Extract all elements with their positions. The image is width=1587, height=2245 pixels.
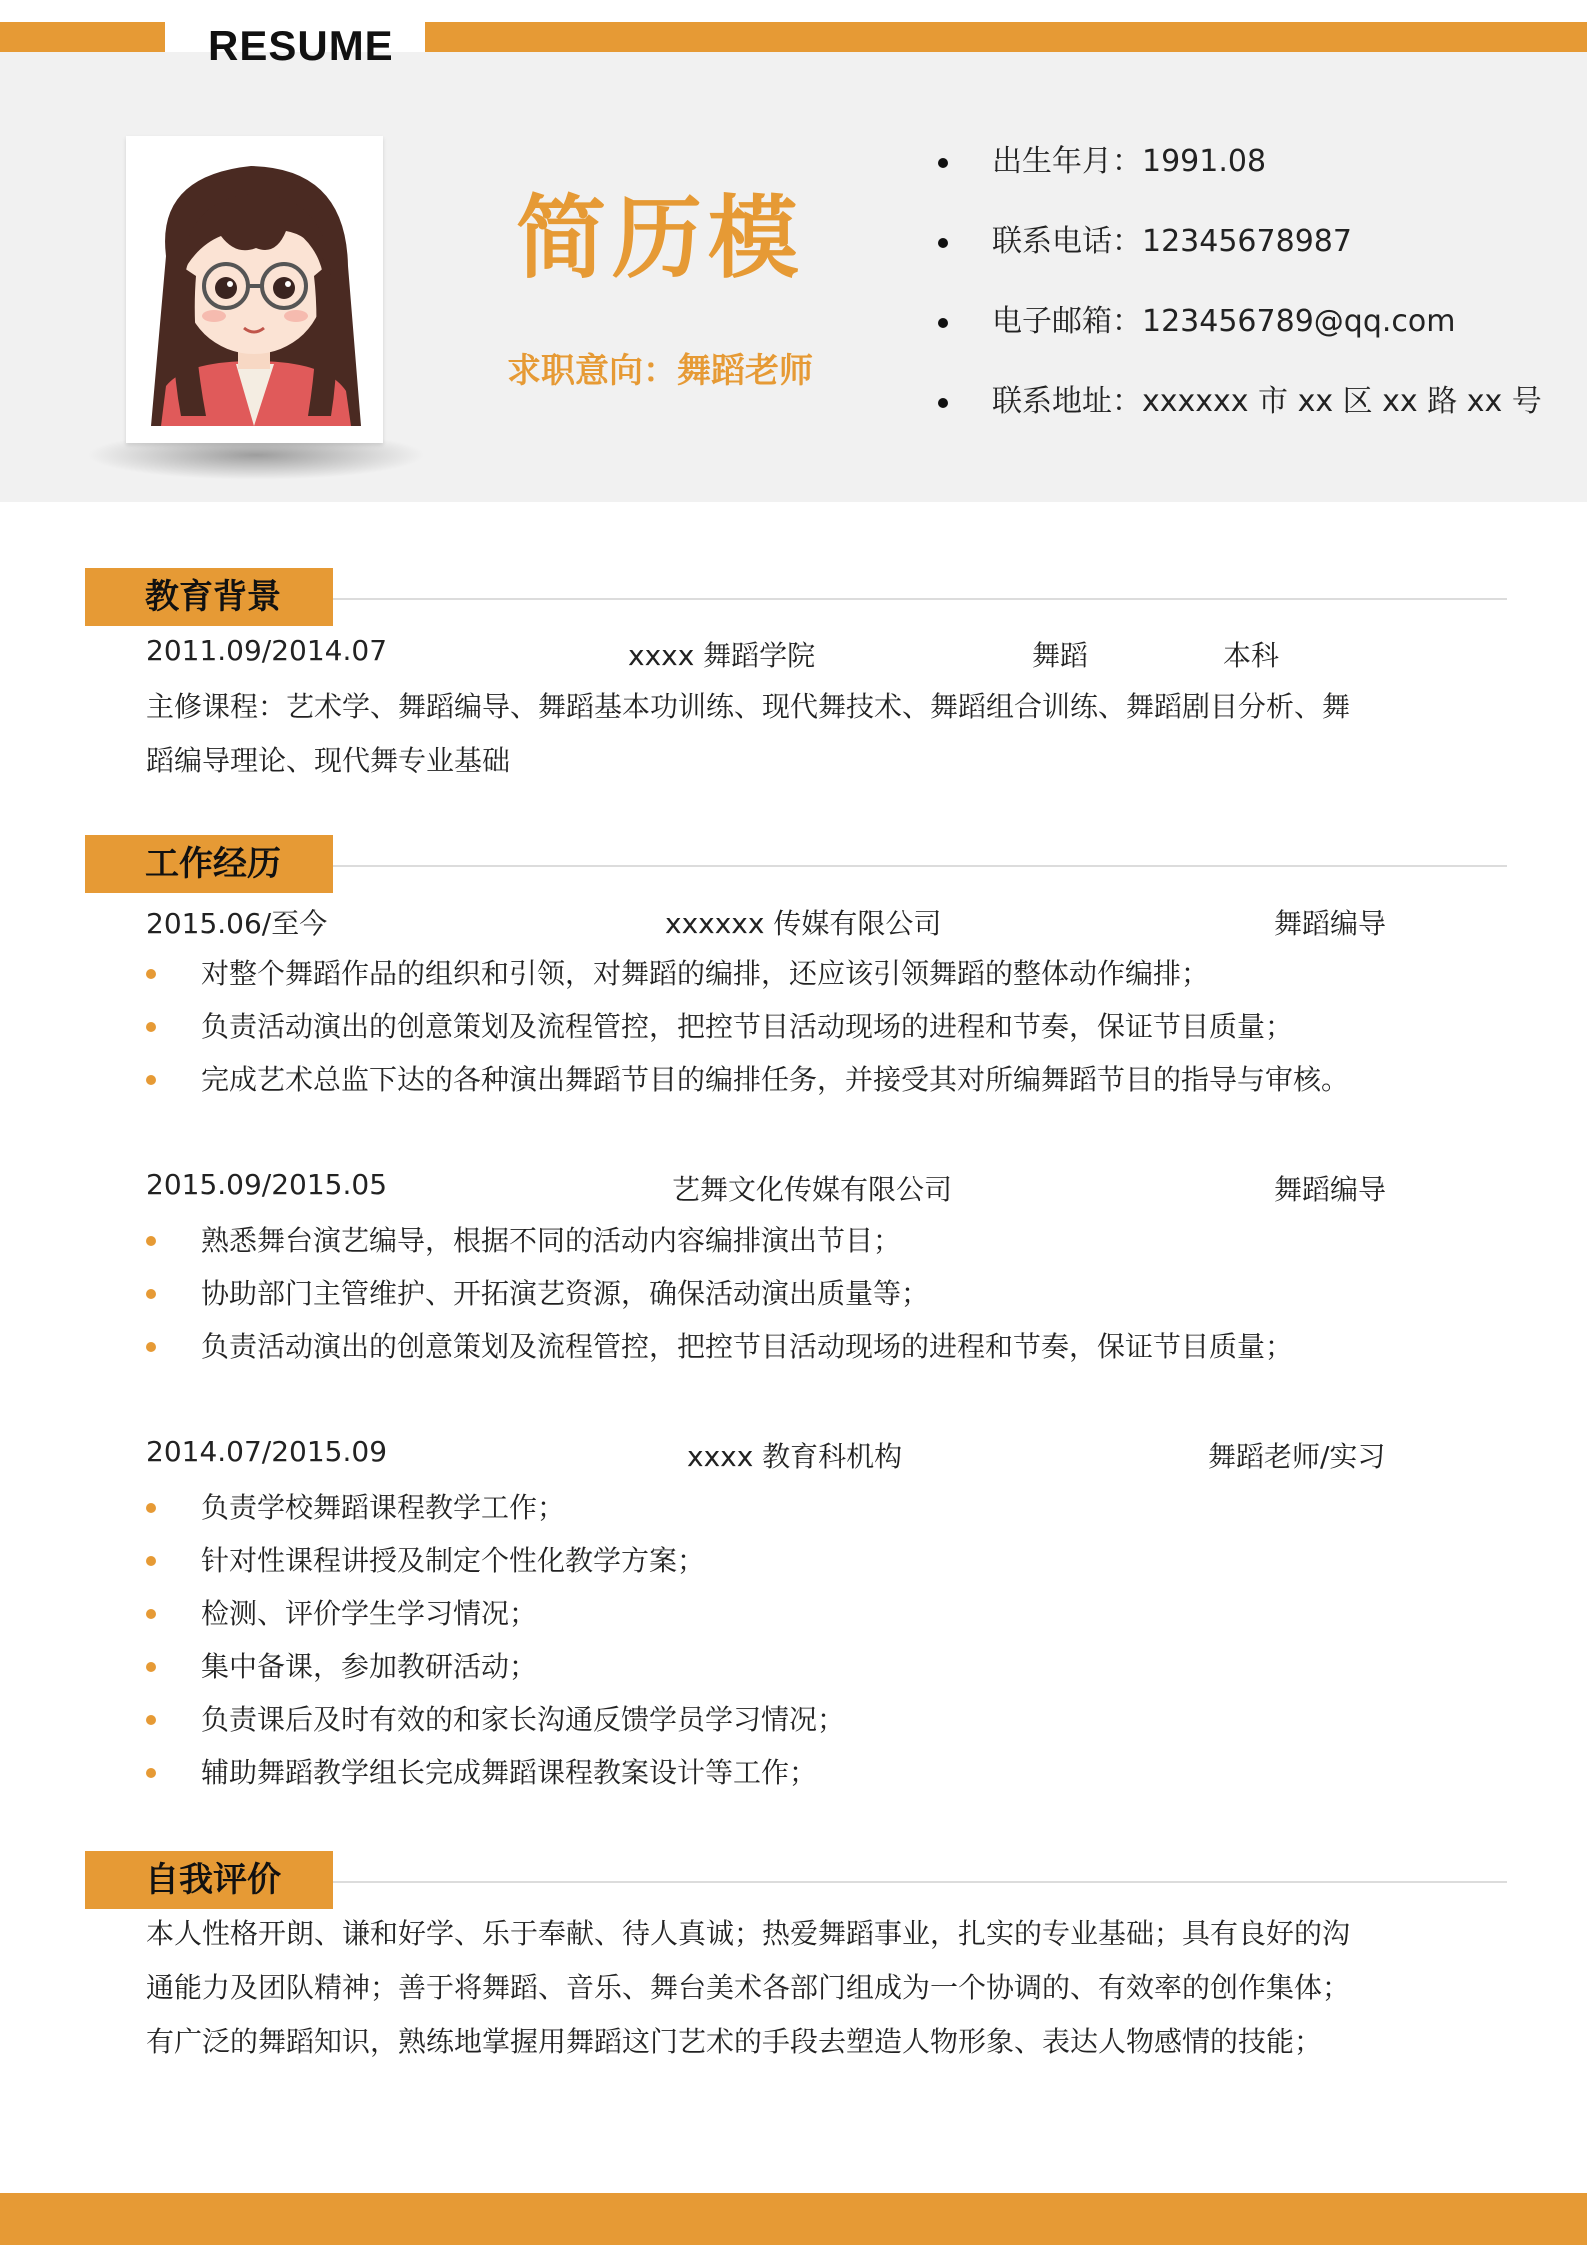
avatar-illustration (126, 136, 383, 443)
job-period: 2014.07/2015.09 (146, 1435, 388, 1468)
bullet-icon (146, 1609, 156, 1619)
job-intent: 求职意向：舞蹈老师 (507, 351, 813, 391)
section-title-education: 教育背景 (85, 568, 333, 626)
self-eval-text: 本人性格开朗、谦和好学、乐于奉献、待人真诚；热爱舞蹈事业，扎实的专业基础；具有良好的沟 通能力及团队精神；善于将舞蹈、音乐、舞台美术各部门组成为一个协调的、有效率的创作集体； 有广泛的舞蹈知识，熟练地掌握用舞蹈这门艺术的手段去塑造人物形象、表达人物感情的技能； (146, 1917, 1351, 2058)
job-period: 2015.06/至今 (146, 907, 328, 940)
list-item: 检测、评价学生学习情况； (146, 1587, 1476, 1640)
list-item: 辅助舞蹈教学组长完成舞蹈课程教案设计等工作； (146, 1746, 1476, 1799)
bullet-icon (146, 1236, 156, 1246)
bullet-icon (146, 1715, 156, 1725)
section-title-work: 工作经历 (85, 835, 333, 893)
list-item: 针对性课程讲授及制定个性化教学方案； (146, 1534, 1476, 1587)
job-company: xxxx 教育科机构 (687, 1440, 903, 1473)
job-company: 艺舞文化传媒有限公司 (672, 1173, 953, 1206)
job-role: 舞蹈老师/实习 (1208, 1440, 1386, 1473)
contact-email: 电子邮箱：123456789@qq.com (930, 295, 1550, 375)
bullet-icon (146, 1075, 156, 1085)
job-duties (146, 1481, 1476, 1799)
list-item: 集中备课，参加教研活动； (146, 1640, 1476, 1693)
bullet-icon (146, 969, 156, 979)
list-item: 负责课后及时有效的和家长沟通反馈学员学习情况； (146, 1693, 1476, 1746)
top-accent-bar-right (425, 22, 1587, 52)
list-item: 熟悉舞台演艺编导，根据不同的活动内容编排演出节目； (146, 1214, 1476, 1267)
education-period: 2011.09/2014.07 (146, 634, 388, 667)
bullet-icon (938, 398, 948, 408)
bullet-icon (146, 1662, 156, 1672)
list-item: 协助部门主管维护、开拓演艺资源，确保活动演出质量等； (146, 1267, 1476, 1320)
bottom-accent-bar (0, 2193, 1587, 2245)
section-divider (333, 598, 1507, 600)
candidate-name: 简历模 (516, 186, 804, 291)
bullet-icon (146, 1289, 156, 1299)
contact-phone: 联系电话：12345678987 (930, 215, 1550, 295)
list-item: 对整个舞蹈作品的组织和引领，对舞蹈的编排，还应该引领舞蹈的整体动作编排； (146, 947, 1476, 1000)
resume-label: RESUME (208, 22, 394, 69)
contact-list (930, 135, 1550, 455)
list-item: 负责活动演出的创意策划及流程管控，把控节目活动现场的进程和节奏，保证节目质量； (146, 1320, 1476, 1373)
bullet-icon (938, 238, 948, 248)
bullet-icon (146, 1022, 156, 1032)
bullet-icon (146, 1503, 156, 1513)
contact-address: 联系地址：xxxxxx 市 xx 区 xx 路 xx 号 (930, 375, 1550, 455)
job-duties (146, 947, 1476, 1106)
section-divider (333, 1881, 1507, 1883)
job-duties (146, 1214, 1476, 1373)
list-item: 负责学校舞蹈课程教学工作； (146, 1481, 1476, 1534)
profile-photo (126, 136, 383, 443)
job-role: 舞蹈编导 (1274, 1173, 1387, 1206)
bullet-icon (146, 1342, 156, 1352)
job-company: xxxxxx 传媒有限公司 (665, 907, 942, 940)
section-title-self-eval: 自我评价 (85, 1851, 333, 1909)
contact-birth: 出生年月：1991.08 (930, 135, 1550, 215)
list-item: 完成艺术总监下达的各种演出舞蹈节目的编排任务，并接受其对所编舞蹈节目的指导与审核。 (146, 1053, 1476, 1106)
job-role: 舞蹈编导 (1274, 907, 1387, 940)
education-major: 舞蹈 (1032, 639, 1089, 672)
job-period: 2015.09/2015.05 (146, 1168, 388, 1201)
education-school: xxxx 舞蹈学院 (628, 639, 816, 672)
bullet-icon (146, 1556, 156, 1566)
bullet-icon (938, 318, 948, 328)
bullet-icon (938, 158, 948, 168)
bullet-icon (146, 1768, 156, 1778)
education-degree: 本科 (1223, 639, 1280, 672)
section-divider (333, 865, 1507, 867)
top-accent-bar-left (0, 22, 165, 52)
education-courses: 主修课程：艺术学、舞蹈编导、舞蹈基本功训练、现代舞技术、舞蹈组合训练、舞蹈剧目分析、舞 蹈编导理论、现代舞专业基础 (146, 690, 1351, 777)
list-item: 负责活动演出的创意策划及流程管控，把控节目活动现场的进程和节奏，保证节目质量； (146, 1000, 1476, 1053)
